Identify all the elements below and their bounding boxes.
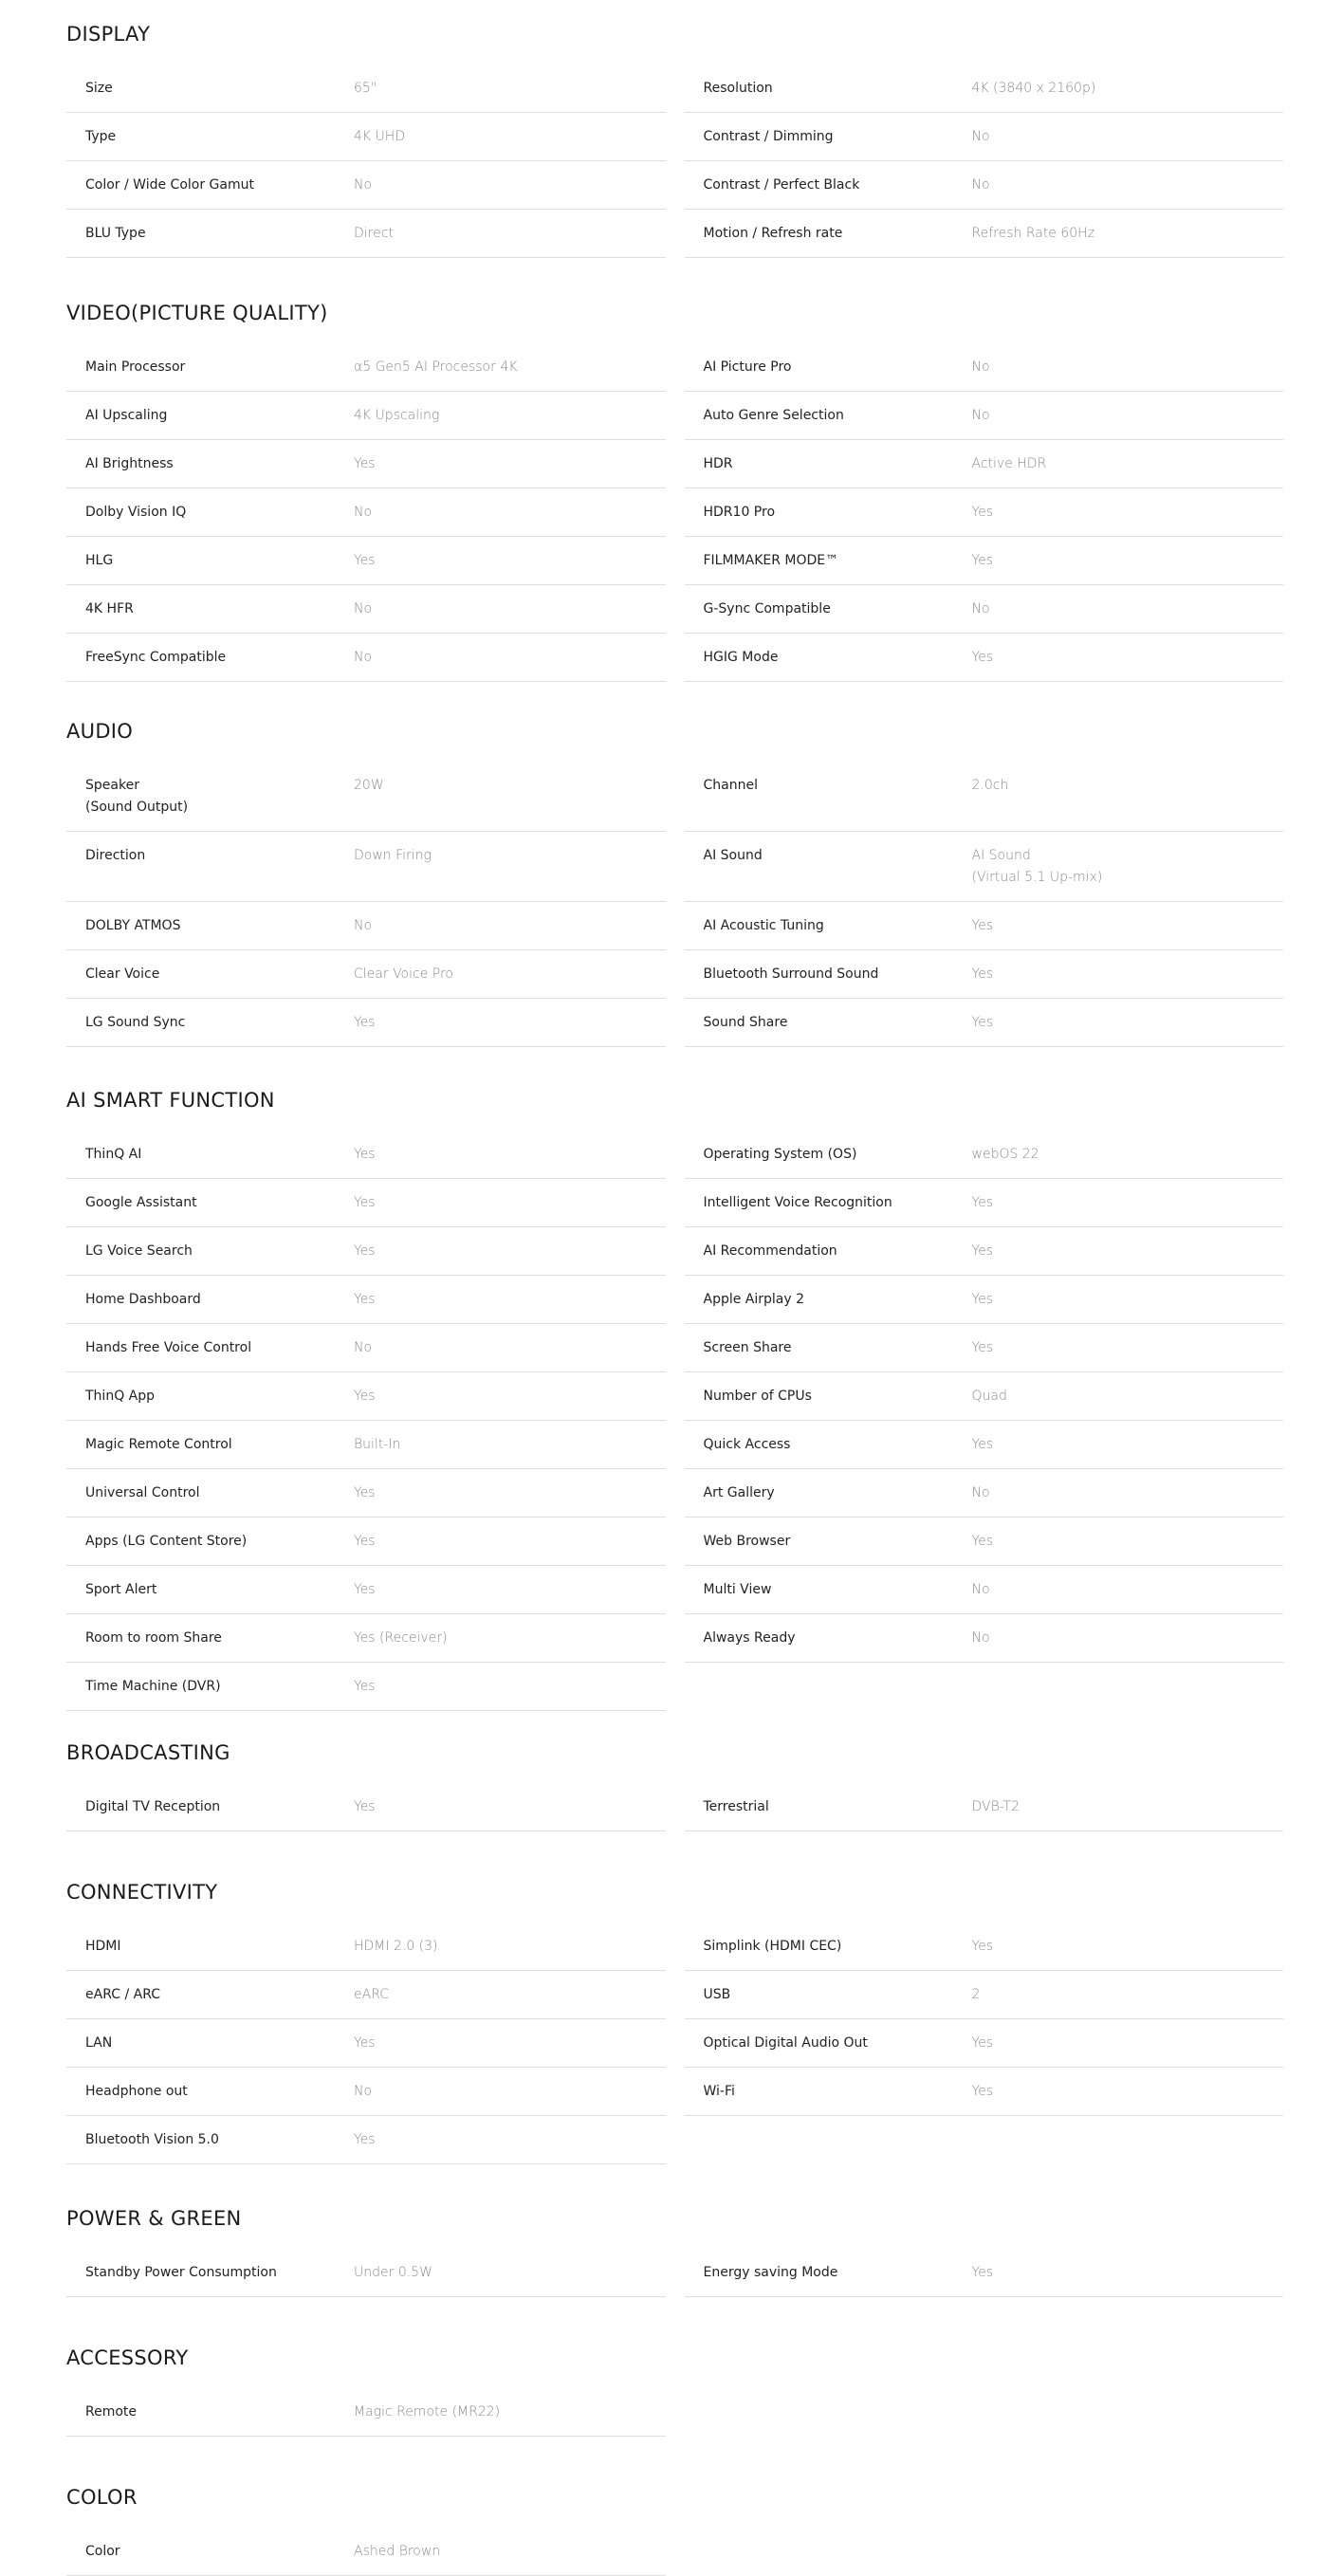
spec-value: 4K (3840 x 2160p) xyxy=(971,81,1096,96)
spec-row xyxy=(685,488,1284,537)
spec-row xyxy=(66,950,666,999)
spec-label: AI Acoustic Tuning xyxy=(703,918,824,933)
spec-row xyxy=(66,762,666,832)
spec-label: 4K HFR xyxy=(85,601,134,616)
spec-row xyxy=(685,2249,1284,2297)
spec-section-connectivity xyxy=(66,1875,1283,2164)
spec-row xyxy=(685,1131,1284,1179)
spec-grid xyxy=(66,1783,1283,1831)
spec-value: Active HDR xyxy=(971,456,1047,471)
spec-label: AI Upscaling xyxy=(85,408,168,423)
spec-value: Yes xyxy=(971,1534,994,1549)
spec-row xyxy=(66,392,666,440)
spec-value: Quad xyxy=(971,1389,1007,1404)
spec-value: Yes xyxy=(971,2035,994,2051)
spec-row xyxy=(685,950,1284,999)
spec-row xyxy=(66,537,666,585)
spec-value: Yes xyxy=(354,1147,376,1162)
spec-row xyxy=(66,1276,666,1324)
section-title: ACCESSORY xyxy=(66,2346,189,2369)
spec-label: Time Machine (DVR) xyxy=(85,1679,221,1694)
spec-value: Yes xyxy=(354,1582,376,1597)
spec-value: DVB-T2 xyxy=(971,1799,1021,1814)
spec-row xyxy=(66,1614,666,1663)
spec-label: Size xyxy=(85,81,113,96)
spec-row xyxy=(685,64,1284,113)
spec-label: Channel xyxy=(703,778,758,793)
section-title: POWER & GREEN xyxy=(66,2207,242,2230)
spec-value: No xyxy=(354,1340,373,1355)
spec-value: Yes xyxy=(354,1292,376,1307)
spec-row xyxy=(685,999,1284,1047)
section-title: DISPLAY xyxy=(66,23,151,46)
spec-row xyxy=(685,392,1284,440)
spec-value: 4K Upscaling xyxy=(354,408,440,423)
spec-label: AI Recommendation xyxy=(703,1243,837,1259)
spec-section-display xyxy=(66,17,1283,258)
spec-label: Apps (LG Content Store) xyxy=(85,1534,248,1549)
spec-value: No xyxy=(354,177,373,193)
spec-row xyxy=(685,161,1284,210)
spec-row xyxy=(66,1372,666,1421)
spec-value: Yes xyxy=(971,1195,994,1210)
spec-label: Home Dashboard xyxy=(85,1292,201,1307)
spec-value: Under 0.5W xyxy=(354,2265,432,2280)
spec-grid xyxy=(66,1923,1283,2164)
section-title: COLOR xyxy=(66,2486,138,2509)
spec-value: Yes xyxy=(354,1485,376,1500)
spec-row xyxy=(66,585,666,634)
spec-row xyxy=(685,1276,1284,1324)
spec-row xyxy=(66,343,666,392)
spec-label: Clear Voice xyxy=(85,966,160,982)
spec-row xyxy=(685,1469,1284,1518)
spec-value: Yes xyxy=(971,1939,994,1954)
spec-label: Auto Genre Selection xyxy=(703,408,844,423)
spec-section-video-picture-quality xyxy=(66,296,1283,682)
spec-label: AI Brightness xyxy=(85,456,174,471)
spec-value: No xyxy=(971,601,990,616)
spec-value: Clear Voice Pro xyxy=(354,966,453,982)
spec-row xyxy=(66,1421,666,1469)
spec-row xyxy=(685,1227,1284,1276)
spec-row xyxy=(66,2068,666,2116)
spec-value: Yes xyxy=(354,553,376,568)
spec-grid xyxy=(66,1131,1283,1711)
spec-label: LAN xyxy=(85,2035,113,2051)
spec-label: Main Processor xyxy=(85,359,186,375)
spec-label: Number of CPUs xyxy=(703,1389,812,1404)
spec-label: Simplink (HDMI CEC) xyxy=(703,1939,842,1954)
spec-label: Art Gallery xyxy=(703,1485,775,1500)
spec-row xyxy=(685,1324,1284,1372)
spec-label: Wi-Fi xyxy=(703,2084,735,2099)
spec-row xyxy=(685,1783,1284,1831)
spec-value: No xyxy=(971,1582,990,1597)
spec-label: Screen Share xyxy=(703,1340,792,1355)
spec-value: Yes xyxy=(354,1534,376,1549)
spec-row xyxy=(66,488,666,537)
spec-value: No xyxy=(971,408,990,423)
spec-row xyxy=(66,210,666,258)
spec-row xyxy=(685,902,1284,950)
spec-label: HDR10 Pro xyxy=(703,505,776,520)
spec-row xyxy=(685,1923,1284,1971)
spec-row xyxy=(66,2249,666,2297)
spec-label: FreeSync Compatible xyxy=(85,650,227,665)
spec-label: Motion / Refresh rate xyxy=(703,226,843,241)
spec-value: 4K UHD xyxy=(354,129,406,144)
spec-section-accessory xyxy=(66,2341,1283,2437)
spec-label: AI Sound xyxy=(703,848,763,863)
spec-row xyxy=(66,1518,666,1566)
spec-label: ThinQ App xyxy=(85,1389,156,1404)
spec-label: Universal Control xyxy=(85,1485,200,1500)
spec-value: Magic Remote (MR22) xyxy=(354,2404,501,2420)
spec-value: No xyxy=(354,650,373,665)
spec-label: Apple Airplay 2 xyxy=(703,1292,805,1307)
spec-row xyxy=(66,2388,666,2437)
spec-label: Multi View xyxy=(703,1582,772,1597)
spec-row xyxy=(685,2068,1284,2116)
spec-grid xyxy=(66,762,1283,1047)
spec-row xyxy=(66,113,666,161)
spec-label: Operating System (OS) xyxy=(703,1147,857,1162)
spec-label: Always Ready xyxy=(703,1630,796,1646)
spec-row xyxy=(685,762,1284,832)
spec-value: 2 xyxy=(971,1987,981,2002)
spec-label: Headphone out xyxy=(85,2084,188,2099)
spec-label: Google Assistant xyxy=(85,1195,197,1210)
section-title: CONNECTIVITY xyxy=(66,1881,218,1904)
spec-row xyxy=(685,113,1284,161)
spec-value: Yes xyxy=(971,1437,994,1452)
spec-row xyxy=(66,634,666,682)
spec-value: Refresh Rate 60Hz xyxy=(971,226,1095,241)
spec-label: Color xyxy=(85,2544,120,2559)
spec-label: Color / Wide Color Gamut xyxy=(85,177,254,193)
spec-label: LG Sound Sync xyxy=(85,1015,186,1030)
spec-value: Yes xyxy=(971,1243,994,1259)
spec-row xyxy=(66,64,666,113)
spec-label: Contrast / Dimming xyxy=(703,129,834,144)
spec-value: Yes xyxy=(971,1292,994,1307)
spec-label: Sound Share xyxy=(703,1015,788,1030)
spec-row xyxy=(66,2528,666,2576)
spec-label: Resolution xyxy=(703,81,773,96)
spec-label: Magic Remote Control xyxy=(85,1437,232,1452)
spec-row xyxy=(66,832,666,902)
spec-row xyxy=(685,1372,1284,1421)
spec-value: Yes xyxy=(354,1243,376,1259)
spec-row xyxy=(685,832,1284,902)
spec-label: Terrestrial xyxy=(703,1799,769,1814)
spec-row xyxy=(66,1469,666,1518)
spec-row xyxy=(685,343,1284,392)
spec-grid xyxy=(66,343,1283,682)
spec-label: Bluetooth Vision 5.0 xyxy=(85,2132,219,2147)
spec-row xyxy=(685,1518,1284,1566)
spec-value: Yes xyxy=(971,553,994,568)
spec-value: Ashed Brown xyxy=(354,2544,441,2559)
spec-value: No xyxy=(354,601,373,616)
section-title: AUDIO xyxy=(66,720,134,743)
spec-label: Remote xyxy=(85,2404,138,2420)
spec-value: Yes xyxy=(354,456,376,471)
spec-row xyxy=(66,1227,666,1276)
spec-label: Contrast / Perfect Black xyxy=(703,177,860,193)
spec-label: eARC / ARC xyxy=(85,1987,160,2002)
spec-section-color xyxy=(66,2480,1283,2576)
spec-value: No xyxy=(354,505,373,520)
spec-value: Yes xyxy=(971,918,994,933)
spec-value: No xyxy=(971,359,990,375)
spec-row xyxy=(685,585,1284,634)
spec-value: Yes xyxy=(971,1340,994,1355)
spec-value: Yes xyxy=(971,650,994,665)
spec-label: Energy saving Mode xyxy=(703,2265,838,2280)
spec-section-ai-smart-function xyxy=(66,1083,1283,1711)
spec-row xyxy=(685,634,1284,682)
spec-value: Direct xyxy=(354,226,394,241)
spec-row xyxy=(66,1179,666,1227)
spec-value: Built-In xyxy=(354,1437,401,1452)
spec-label: Room to room Share xyxy=(85,1630,222,1646)
spec-row xyxy=(685,210,1284,258)
spec-row xyxy=(66,161,666,210)
spec-row xyxy=(66,1131,666,1179)
spec-value: eARC xyxy=(354,1987,389,2002)
spec-label: Optical Digital Audio Out xyxy=(703,2035,868,2051)
section-title: AI SMART FUNCTION xyxy=(66,1089,275,1112)
section-title: BROADCASTING xyxy=(66,1741,230,1764)
spec-row xyxy=(66,2019,666,2068)
spec-grid xyxy=(66,2528,1283,2576)
spec-value: webOS 22 xyxy=(971,1147,1039,1162)
spec-row xyxy=(685,440,1284,488)
spec-label: Intelligent Voice Recognition xyxy=(703,1195,892,1210)
spec-value: AI Sound (Virtual 5.1 Up-mix) xyxy=(971,848,1103,885)
spec-row xyxy=(66,1971,666,2019)
spec-label: HGIG Mode xyxy=(703,650,779,665)
spec-label: Bluetooth Surround Sound xyxy=(703,966,879,982)
spec-row xyxy=(66,1566,666,1614)
spec-label: Direction xyxy=(85,848,146,863)
spec-value: Yes xyxy=(354,2132,376,2147)
section-title: VIDEO(PICTURE QUALITY) xyxy=(66,302,328,324)
spec-label: BLU Type xyxy=(85,226,146,241)
spec-label: HLG xyxy=(85,553,114,568)
spec-row xyxy=(66,999,666,1047)
spec-value: No xyxy=(354,918,373,933)
spec-grid xyxy=(66,2388,1283,2437)
spec-label: G-Sync Compatible xyxy=(703,601,831,616)
spec-row xyxy=(66,440,666,488)
spec-value: Yes xyxy=(354,1015,376,1030)
spec-value: 65" xyxy=(354,81,377,96)
spec-row xyxy=(66,902,666,950)
spec-value: HDMI 2.0 (3) xyxy=(354,1939,438,1954)
spec-section-broadcasting xyxy=(66,1736,1283,1831)
spec-label: Digital TV Reception xyxy=(85,1799,221,1814)
spec-row xyxy=(66,1663,666,1711)
spec-value: Yes xyxy=(971,2265,994,2280)
spec-value: Yes xyxy=(971,966,994,982)
spec-section-power-green xyxy=(66,2201,1283,2297)
spec-value: No xyxy=(971,1485,990,1500)
spec-label: Quick Access xyxy=(703,1437,791,1452)
spec-value: Yes xyxy=(971,1015,994,1030)
spec-row xyxy=(685,1421,1284,1469)
spec-row xyxy=(685,2019,1284,2068)
spec-value: α5 Gen5 AI Processor 4K xyxy=(354,359,518,375)
spec-label: Web Browser xyxy=(703,1534,791,1549)
spec-value: No xyxy=(354,2084,373,2099)
spec-label: ThinQ AI xyxy=(85,1147,142,1162)
spec-row xyxy=(685,1614,1284,1663)
spec-label: Hands Free Voice Control xyxy=(85,1340,252,1355)
spec-label: AI Picture Pro xyxy=(703,359,792,375)
spec-value: Yes xyxy=(971,2084,994,2099)
spec-label: FILMMAKER MODE™ xyxy=(703,553,839,568)
spec-label: USB xyxy=(703,1987,731,2002)
spec-value: Yes xyxy=(354,2035,376,2051)
spec-section-audio xyxy=(66,714,1283,1047)
spec-row xyxy=(685,1566,1284,1614)
spec-value: Yes xyxy=(354,1195,376,1210)
spec-row xyxy=(66,1783,666,1831)
spec-row xyxy=(685,1179,1284,1227)
spec-value: No xyxy=(971,1630,990,1646)
spec-row xyxy=(685,537,1284,585)
spec-label: Dolby Vision IQ xyxy=(85,505,187,520)
spec-row xyxy=(66,1324,666,1372)
spec-label: LG Voice Search xyxy=(85,1243,193,1259)
spec-label: HDMI xyxy=(85,1939,121,1954)
spec-label: DOLBY ATMOS xyxy=(85,918,181,933)
spec-value: No xyxy=(971,177,990,193)
spec-value: 20W xyxy=(354,778,384,793)
spec-value: Yes xyxy=(971,505,994,520)
spec-row xyxy=(66,2116,666,2164)
spec-label: Sport Alert xyxy=(85,1582,157,1597)
spec-value: Down Firing xyxy=(354,848,432,863)
spec-value: 2.0ch xyxy=(971,778,1009,793)
spec-label: HDR xyxy=(703,456,733,471)
spec-value: Yes xyxy=(354,1799,376,1814)
spec-grid xyxy=(66,64,1283,258)
spec-value: Yes xyxy=(354,1679,376,1694)
spec-row xyxy=(66,1923,666,1971)
spec-value: No xyxy=(971,129,990,144)
spec-label: Speaker (Sound Output) xyxy=(85,778,189,815)
spec-value: Yes xyxy=(354,1389,376,1404)
spec-row xyxy=(685,1971,1284,2019)
spec-label: Type xyxy=(85,129,117,144)
spec-value: Yes (Receiver) xyxy=(354,1630,448,1646)
spec-grid xyxy=(66,2249,1283,2297)
spec-label: Standby Power Consumption xyxy=(85,2265,277,2280)
